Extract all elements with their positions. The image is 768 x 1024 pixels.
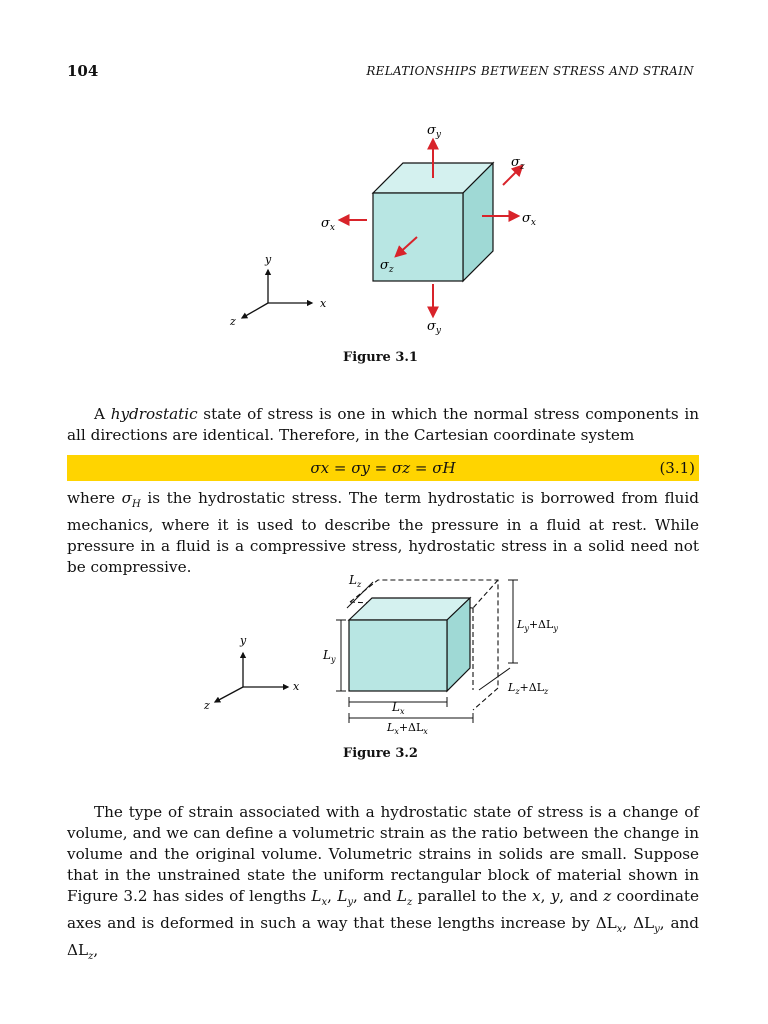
paragraph-2: where $\sigma_H$ is the hydrostatic stress. The term hydrostatic is borrowed from fluid mechanics, where it is used to describe the pressure in a fluid at rest. While pressure in a fluid is a compressive stress, hydrostatic stress in a solid need not be compressive. bbox=[67, 489, 699, 577]
label-Lz-top: $L_z$ bbox=[349, 573, 362, 589]
label-Ly: $L_y$ bbox=[323, 648, 336, 664]
coordinate-axes bbox=[229, 253, 327, 328]
axis-y-label-2: y bbox=[240, 634, 247, 647]
label-sigma-x-right: $\sigma_x$ bbox=[522, 211, 536, 228]
label-Ly-dLy: $L_y+\Delta L_y$ bbox=[517, 618, 558, 633]
equation-3-1 bbox=[67, 455, 699, 481]
paragraph-3: The type of strain associated with a hydrostatic state of stress is a change of volume, and we can define a volumetric strain as the ratio between the change in volume and the original volume. Volumetric strains in solids are small. Suppose that in the unstrained state the uniform rectangular block of material shown in Figure 3.2 has sides of lengths $L_x$, $L_y$, and $L_z$ parallel to the x, y, and z coordinate axes and is deformed in such a way that these lengths increase by $\Delta L_x$, $\Delta L_y$, and $\Delta L_z$, bbox=[67, 803, 700, 963]
coordinate-axes-2 bbox=[203, 634, 300, 712]
axis-y-label: y bbox=[265, 253, 272, 266]
axis-x-label: x bbox=[320, 297, 327, 310]
label-sigma-z-front: $\sigma_z$ bbox=[380, 258, 394, 275]
label-sigma-z-back: $\sigma_z$ bbox=[511, 155, 525, 172]
figure-3-2 bbox=[195, 568, 575, 740]
term-hydrostatic: hydrostatic bbox=[110, 405, 198, 423]
label-Lx-dLx: $L_x+\Delta L_x$ bbox=[387, 721, 428, 736]
figure-3-2-caption: Figure 3.2 bbox=[343, 746, 418, 761]
equation-body: σx = σy = σz = σH bbox=[310, 459, 456, 477]
paragraph-1: A hydrostatic state of stress is one in which the normal stress components in all directions are identical. Therefore, in the Cartesian coordinate system bbox=[67, 405, 699, 444]
equation-number: (3.1) bbox=[659, 459, 695, 477]
figure-3-1 bbox=[220, 118, 550, 348]
axis-z-label-2: z bbox=[204, 699, 210, 712]
page-number: 104 bbox=[67, 62, 99, 80]
label-sigma-y-bottom: $\sigma_y$ bbox=[427, 319, 441, 336]
block-front-face bbox=[349, 620, 447, 691]
label-sigma-y-top: $\sigma_y$ bbox=[427, 123, 441, 140]
label-sigma-x-left: $\sigma_x$ bbox=[321, 216, 335, 233]
label-Lz-dLz: $L_z+\Delta L_z$ bbox=[508, 681, 549, 696]
label-Lx: $L_x$ bbox=[392, 700, 405, 716]
running-title: RELATIONSHIPS BETWEEN STRESS AND STRAIN bbox=[366, 64, 694, 78]
axis-x-label-2: x bbox=[293, 680, 300, 693]
axis-z-label: z bbox=[230, 315, 236, 328]
figure-3-1-caption: Figure 3.1 bbox=[343, 350, 418, 365]
